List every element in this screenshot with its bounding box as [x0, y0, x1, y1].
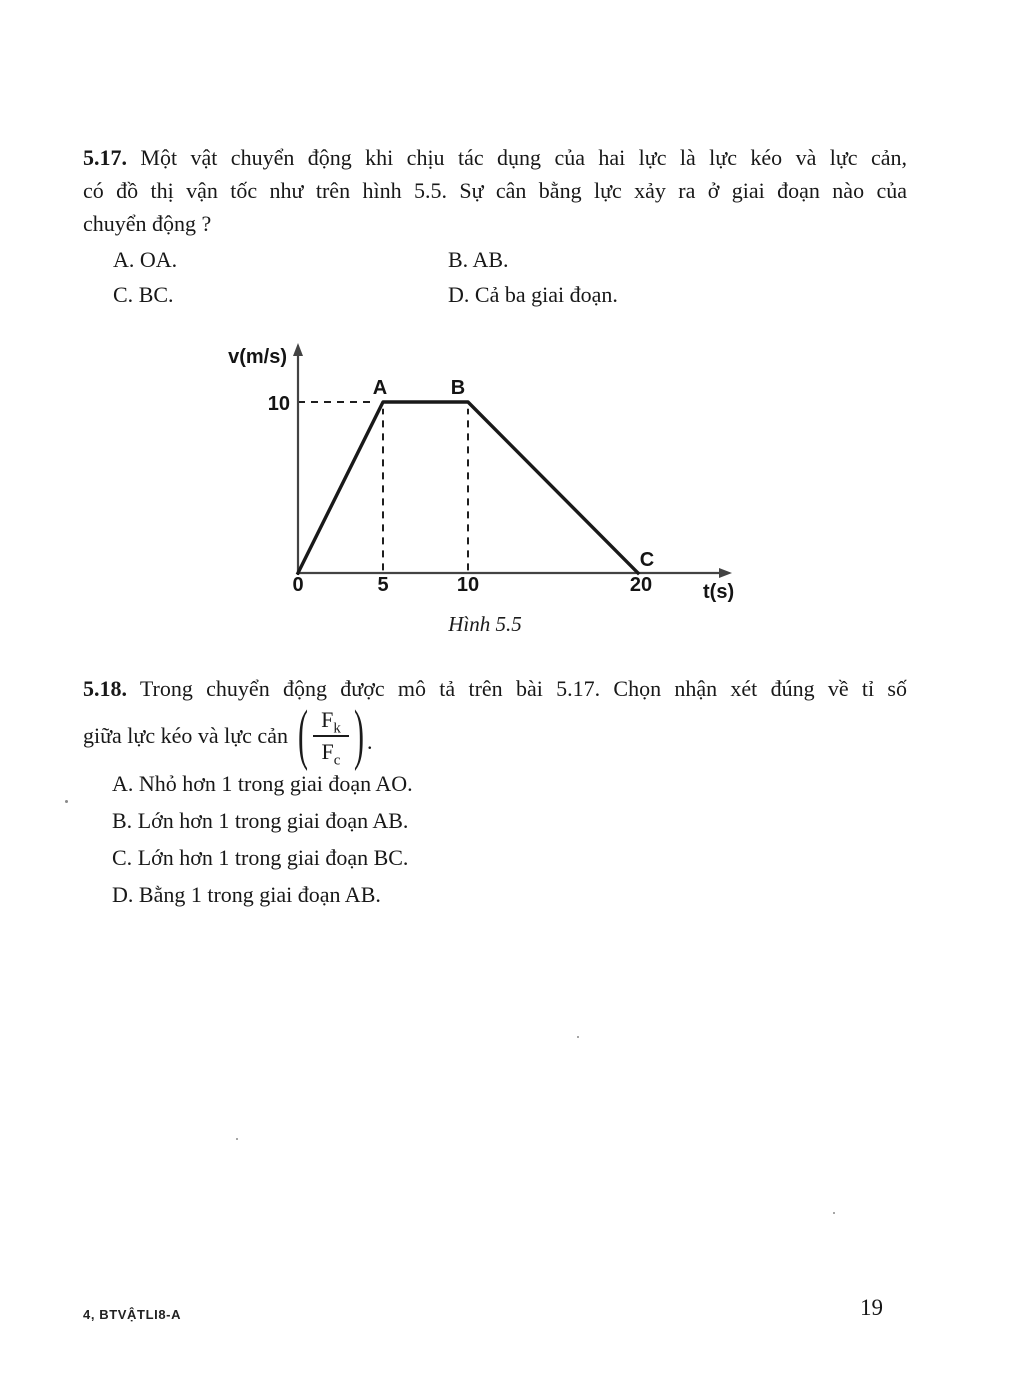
sentence-period: . [366, 729, 373, 754]
point-label-B: B [450, 377, 466, 399]
scan-speck [577, 1036, 579, 1038]
y-axis-title: v(m/s) [228, 346, 287, 368]
option-c-5-18 [112, 844, 408, 872]
option-text: AB. [472, 247, 509, 272]
y-axis-arrow-icon [293, 343, 303, 356]
option-label: D. [448, 282, 470, 307]
problem-text: Trong chuyển động được mô tả trên bài 5.17. Chọn nhận xét đúng về tỉ số [139, 676, 907, 701]
option-d-5-17 [448, 281, 618, 309]
option-text: OA. [139, 247, 178, 272]
option-text: Cả ba giai đoạn. [474, 282, 618, 307]
option-text: BC. [138, 282, 174, 307]
option-label: A. [112, 771, 134, 796]
fraction-denominator: $F_c$ [321, 739, 341, 769]
x-axis-arrow-icon [719, 568, 732, 578]
problem-number: 5.18. [83, 676, 127, 701]
fraction-numerator: $F_k$ [321, 707, 341, 737]
velocity-time-graph [225, 338, 745, 638]
problem-text-line: chuyển động ? [83, 211, 212, 236]
problem-5-17 [83, 141, 907, 240]
option-b-5-18 [112, 807, 408, 835]
point-label-C: C [639, 549, 655, 571]
book-code: 4, BTVẬTLI8-A [83, 1307, 182, 1322]
y-tick-label-10: 10 [267, 393, 290, 415]
option-b-5-17 [448, 246, 509, 274]
x-tick-label-20: 20 [629, 574, 653, 596]
scan-speck [236, 1138, 238, 1140]
option-label: C. [112, 845, 133, 870]
option-text: Lớn hơn 1 trong giai đoạn BC. [137, 845, 409, 870]
option-text: Lớn hơn 1 trong giai đoạn AB. [137, 808, 409, 833]
scan-speck [833, 1212, 835, 1214]
x-tick-label-10: 10 [456, 574, 480, 596]
point-label-A: A [372, 377, 388, 399]
x-tick-label-5: 5 [377, 574, 389, 596]
x-tick-label-0: 0 [292, 574, 304, 596]
option-text: Bằng 1 trong giai đoạn AB. [138, 882, 381, 907]
option-label: A. [113, 247, 135, 272]
option-label: C. [113, 282, 134, 307]
problem-5-18-ratio-line [83, 697, 373, 772]
problem-text: Một vật chuyển động khi chịu tác dụng của hai lực là lực kéo và lực cản, [140, 145, 907, 170]
x-axis-title: t(s) [703, 581, 735, 603]
option-d-5-18 [112, 881, 381, 909]
close-paren: ) [353, 697, 364, 772]
option-a-5-18 [112, 770, 413, 798]
problem-text-line: có đồ thị vận tốc như trên hình 5.5. Sự cân bằng lực xảy ra ở giai đoạn nào của [83, 178, 907, 203]
option-label: D. [112, 882, 134, 907]
problem-text-line [83, 141, 907, 174]
figure-caption: Hình 5.5 [448, 612, 522, 636]
option-label: B. [112, 808, 133, 833]
option-label: B. [448, 247, 469, 272]
ratio-prefix-text: giữa lực kéo và lực cản [83, 723, 288, 748]
force-ratio-fraction [313, 707, 349, 769]
option-text: Nhỏ hơn 1 trong giai đoạn AO. [138, 771, 413, 796]
problem-number: 5.17. [83, 145, 127, 170]
page-number: 19 [860, 1295, 883, 1320]
scan-speck [65, 800, 68, 803]
option-a-5-17 [113, 246, 177, 274]
option-c-5-17 [113, 281, 174, 309]
fraction-bar [313, 735, 349, 737]
open-paren: ( [297, 697, 308, 772]
